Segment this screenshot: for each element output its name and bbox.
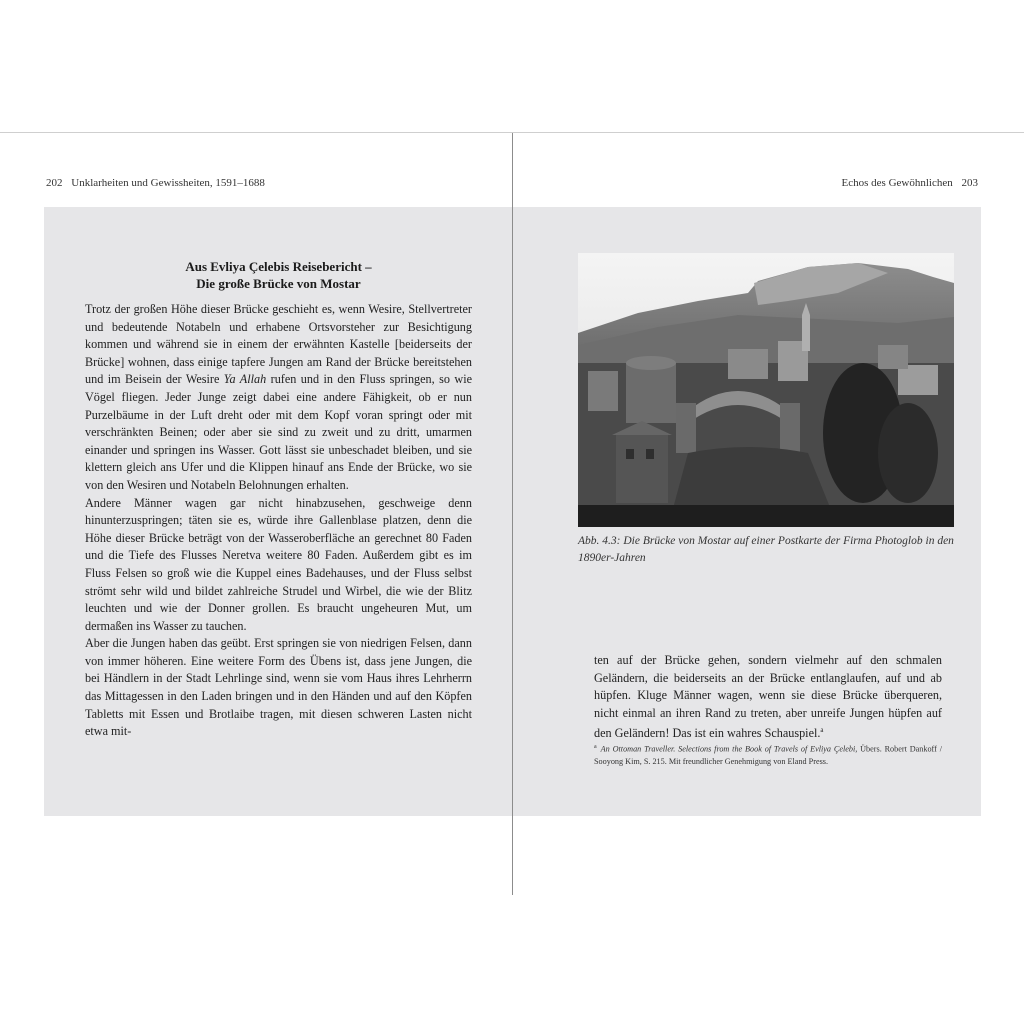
running-head-left: [46, 177, 271, 189]
figure-caption: Abb. 4.3: Die Brücke von Mostar auf einer Postkarte der Firma Photoglob in den 1890er-Jahren: [578, 535, 954, 564]
paragraph-1-text: Trotz der großen Höhe dieser Brücke geschieht es, wenn Wesire, Stellvertreter und bedeutende Notabeln und erhabene Ortsvorsteher zur Besichtigung kommen und während sie in einem der erwähnten Kastelle [beiderseits der Brücke] wohnen, dass einige tapfere Jungen am Rand der Brücke bereitstehen und im Beisein der Wesire: [85, 302, 472, 387]
mostar-bridge-photo: [578, 253, 954, 527]
box-body-text: [85, 301, 472, 741]
running-head-left-title: Unklarheiten und Gewissheiten, 1591–1688: [71, 177, 265, 189]
running-head-right: [836, 177, 978, 189]
paragraph-1-italic: Ya Allah: [223, 372, 267, 387]
page-number-left: 202: [46, 177, 63, 189]
page-number-right: 203: [961, 177, 978, 189]
box-title: [84, 258, 473, 292]
footnote: [594, 741, 942, 768]
footnote-reference: a: [820, 726, 824, 735]
paragraph-1-text-cont: rufen und in den Fluss springen, so wie Vögel fliegen. Jeder Junge zeigt dabei eine andere Fähigkeit, ob er nun Purzelbäume in der Luft dreht oder mit dem Kopf voran springt oder mit verschränkten Beinen; oder aber sie sind zu zweit und zu dritt, umarmen einander und springen ins Wasser. Gott lässt sie unbeschadet bleiben, und sie klettern gleich ans Ufer und die Klippen hinauf ans Ende der Brücke, wo sie von den Wesiren und Notabeln Belohnungen erhalten.: [85, 372, 473, 492]
box-title-line2: Die große Brücke von Mostar: [196, 276, 361, 291]
footnote-marker: a: [594, 744, 597, 750]
paragraph-1: [85, 301, 472, 495]
footnote-source-details: Übers. Robert Dankoff / Sooyong Kim, S. 215. Mit freundlicher Genehmigung von Eland Press.: [594, 744, 942, 766]
paragraph-3: Aber die Jungen haben das geübt. Erst springen sie von niedrigen Felsen, dann von immer höheren. Eine weitere Form des Übens ist, dass jene Jungen, die bei Händlern in der Stadt Lehrlinge sind, wenn sie vom Haus ihres Lehrherrn das Mittagessen in den Laden bringen und in den Händen und auf den Köpfen Tabletts mit Essen und Brotlaibe tragen, mit diesen schweren Lasten nicht etwa mit-: [85, 636, 472, 739]
running-head-right-title: Echos des Gewöhnlichen: [841, 177, 953, 189]
paragraph-2: Andere Männer wagen gar nicht hinabzusehen, geschweige denn hinunterzuspringen; täten sie es, würde ihre Gallenblase platzen, denn die Höhe dieser Brücke beträgt von der Wasseroberfläche an gerechnet 80 Faden und die Tiefe des Flusses Neretva weitere 80 Faden. Außerdem gibt es im Fluss Felsen so groß wie die Kuppel eines Badehauses, und der Fluss selbst strömt sehr wild und bildet zahlreiche Strudel und Wirbel, die wie der Blitz leuchten und wie der Donner grollen. Es braucht ungeheuren Mut, um dermaßen ins Wasser zu tauchen.: [85, 495, 472, 633]
continuation-body: ten auf der Brücke gehen, sondern vielmehr auf den schmalen Geländern, die beiderseits an der Brücke entlanglaufen, auf und ab hüpfen. Kluge Männer wagen, wenn sie diese Brücke überqueren, nicht einmal an ihren Rand zu treten, aber unreife Jungen hüpfen auf den Geländern! Das ist ein wahres Schauspiel.: [594, 653, 942, 741]
box-title-line1: Aus Evliya Çelebis Reisebericht –: [185, 259, 372, 274]
photo-illustration: [578, 253, 954, 527]
footnote-source-title: An Ottoman Traveller. Selections from the Book of Travels of Evliya Çelebi,: [600, 744, 858, 754]
continuation-text: [594, 652, 942, 743]
